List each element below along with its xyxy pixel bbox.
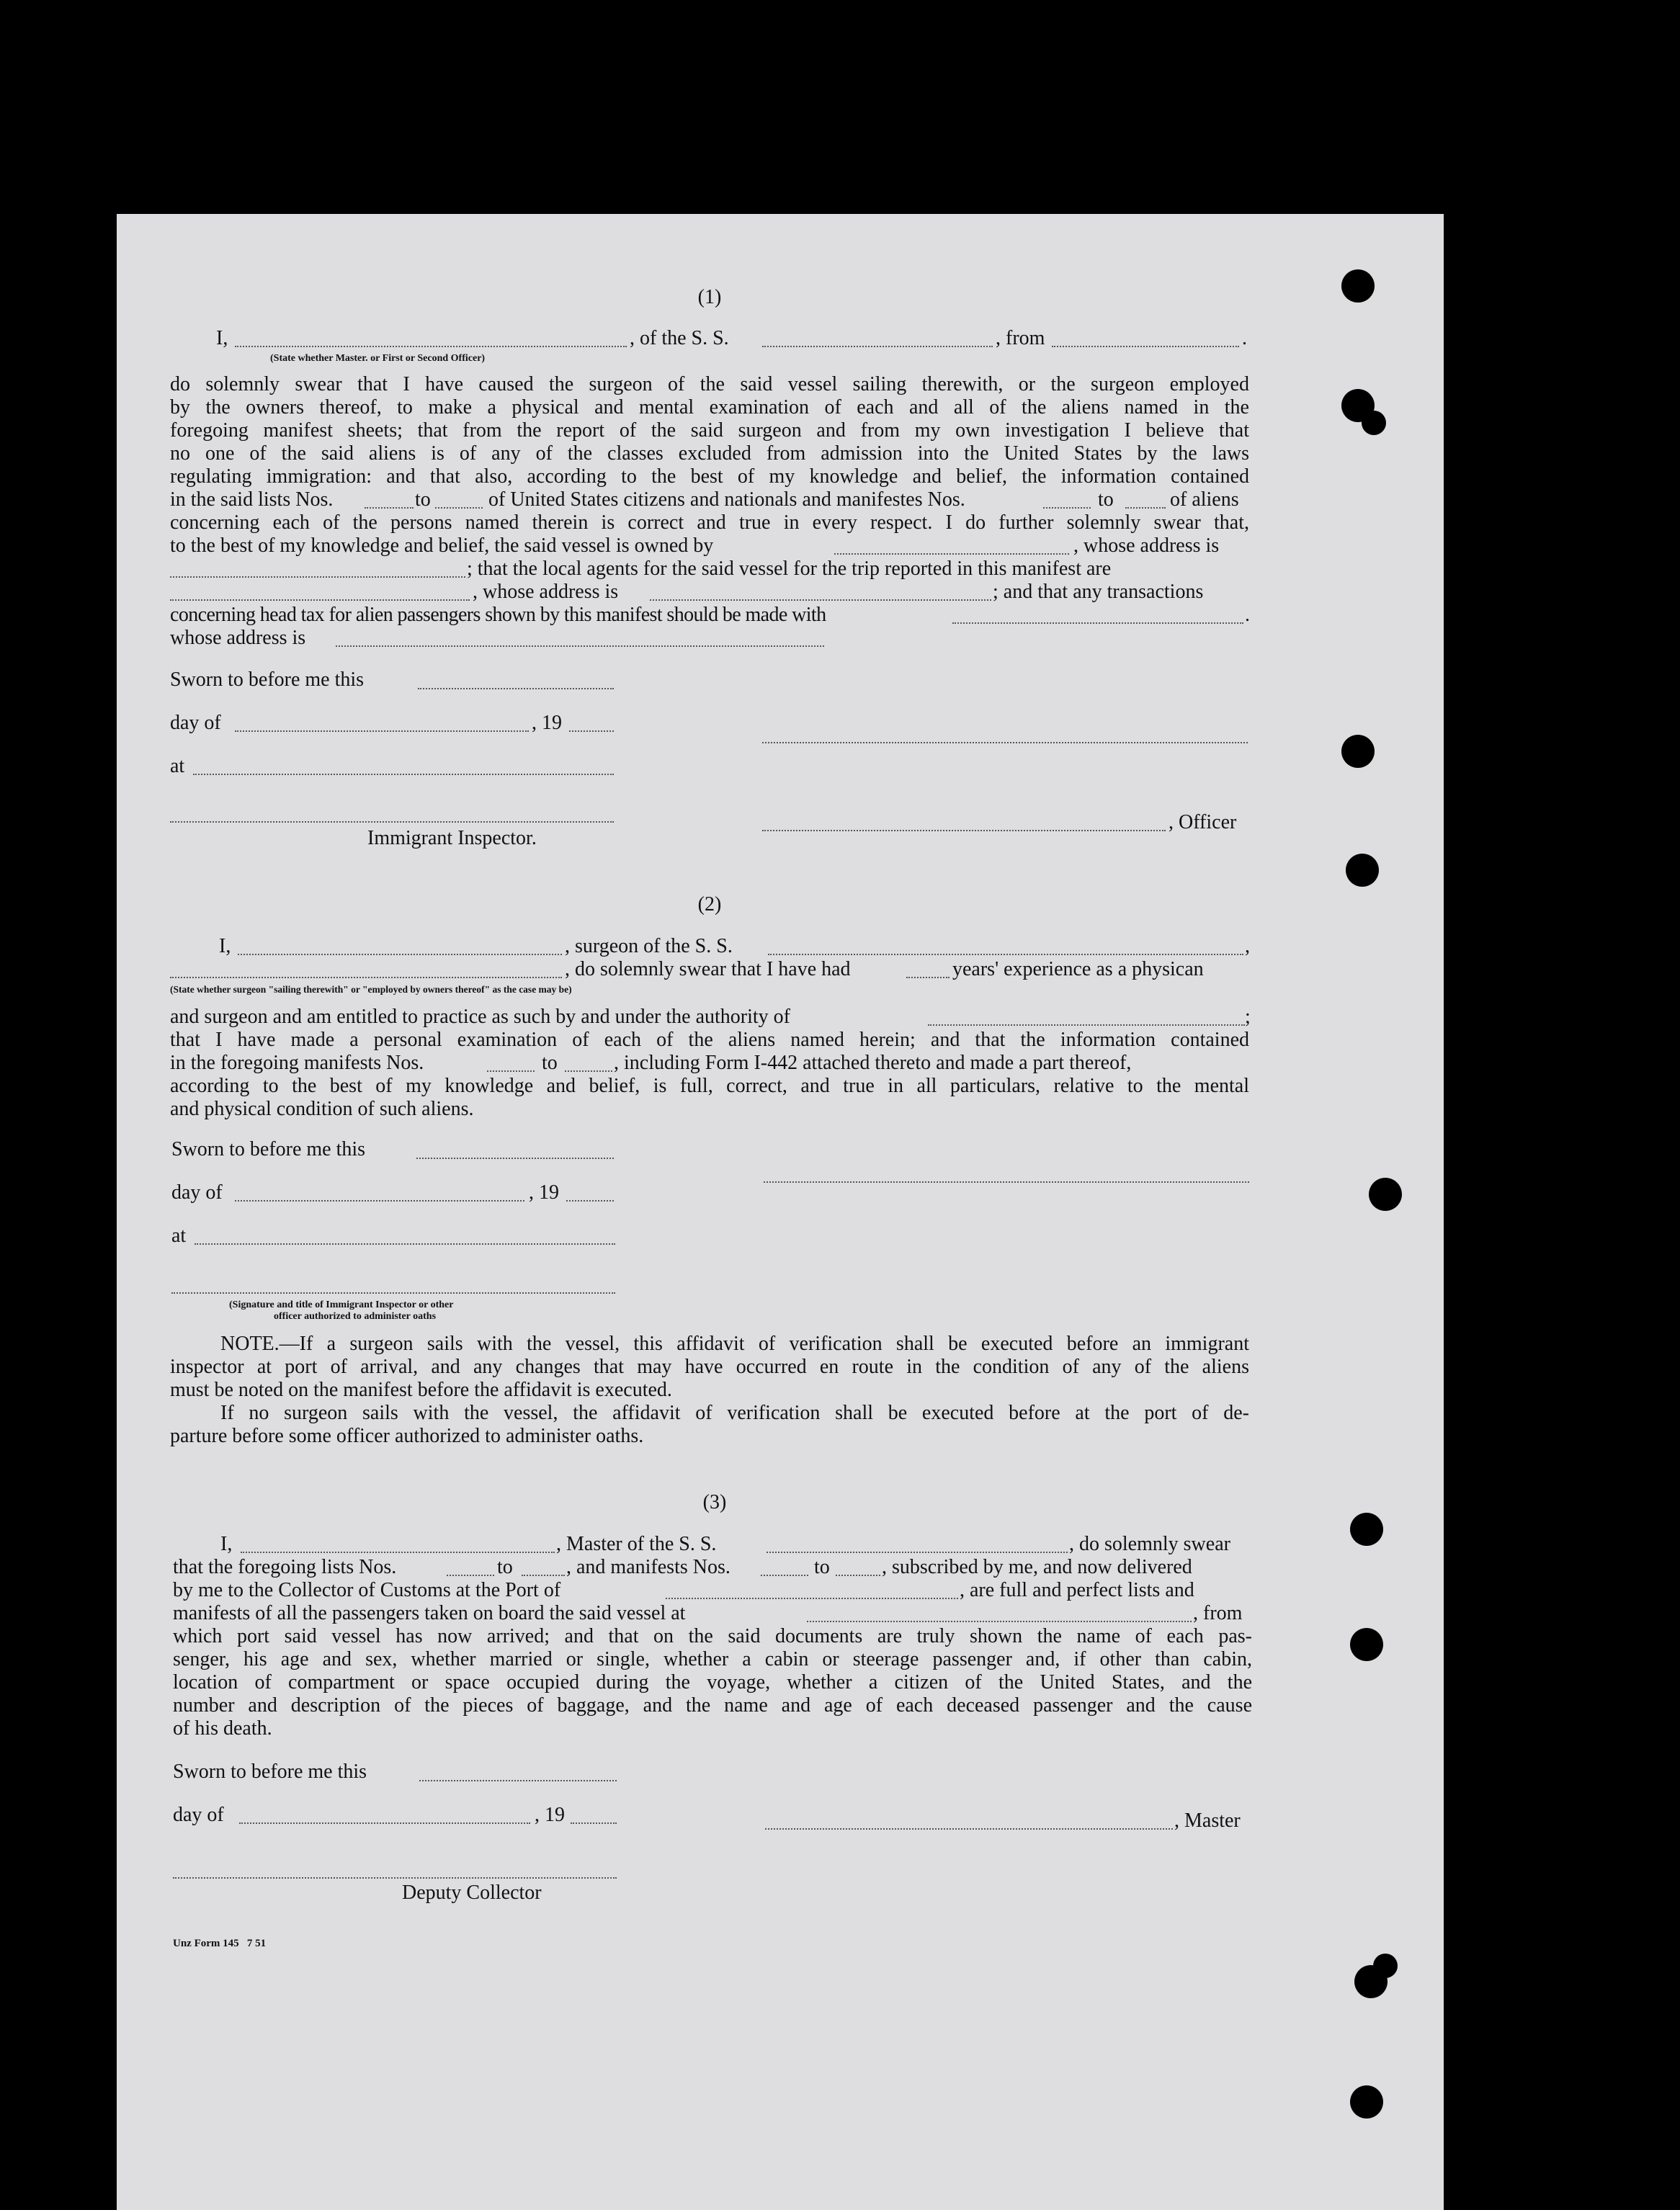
s1-manifests-from-field[interactable]	[1043, 507, 1091, 509]
s3-lists-label: that the foregoing lists Nos.	[173, 1556, 397, 1578]
s3-to-label: to	[814, 1556, 830, 1578]
punch-hole	[1341, 269, 1375, 303]
s2-years-label: years' experience as a physican	[952, 958, 1204, 980]
s2-sig-note: officer authorized to administer oaths	[274, 1311, 437, 1322]
s1-lists-from-field[interactable]	[365, 507, 414, 509]
s1-to-label: to	[1098, 488, 1114, 511]
s1-year-field[interactable]	[569, 730, 614, 732]
s1-address-label: , whose address is	[473, 581, 619, 603]
s3-lists-perfect-label: , are full and perfect lists and	[960, 1579, 1194, 1601]
s2-swear-label: , do solemnly swear that I have had	[565, 958, 851, 980]
s2-year-label: , 19	[529, 1181, 559, 1204]
s3-collector-label: Deputy Collector	[402, 1882, 542, 1904]
s1-sworn-field[interactable]	[418, 688, 614, 689]
s2-form-label: , including Form I-442 attached thereto and made a part thereof,	[614, 1052, 1132, 1074]
s2-authority-field[interactable]	[928, 1024, 1245, 1026]
s1-headtax-field[interactable]	[952, 622, 1243, 624]
s2-comma: ,	[1245, 935, 1250, 957]
punch-hole	[1350, 2085, 1383, 2119]
s2-note: (State whether surgeon "sailing therewith" or "employed by owners thereof" as the case may be)	[170, 984, 572, 995]
s2-at-field[interactable]	[195, 1243, 615, 1245]
s3-body-line: number and description of the pieces of baggage, and the name and age of each deceased passenger and the cause	[173, 1694, 1252, 1717]
s1-lists-to-field[interactable]	[435, 507, 483, 509]
s3-body-line: of his death.	[173, 1717, 272, 1740]
s1-year-label: , 19	[532, 712, 562, 734]
s3-to-label: to	[497, 1556, 513, 1578]
section-3-heading: (3)	[702, 1491, 727, 1513]
punch-hole	[1373, 1954, 1398, 1978]
s1-aliens-label: of aliens	[1170, 488, 1239, 511]
s1-headtax-label: concerning head tax for alien passengers shown by this manifest should be made with	[170, 604, 826, 626]
s2-sworn-field[interactable]	[416, 1158, 614, 1159]
s2-authority-label: and surgeon and am entitled to practice as such by and under the authority of	[170, 1006, 790, 1028]
s3-manifests-to-field[interactable]	[836, 1575, 880, 1576]
s3-master-field[interactable]	[241, 1552, 555, 1553]
s2-signature-line[interactable]	[764, 1181, 1249, 1183]
s2-manifests-label: in the foregoing manifests Nos.	[170, 1052, 424, 1074]
s2-capacity-field[interactable]	[170, 977, 562, 978]
s1-at-field[interactable]	[193, 774, 614, 775]
s2-sworn-label: Sworn to before me this	[171, 1138, 366, 1160]
punch-hole	[1341, 735, 1375, 768]
s2-years-field[interactable]	[906, 977, 950, 978]
s1-owner-field[interactable]	[834, 553, 1069, 555]
form-id: Unz Form 145 7 51	[173, 1938, 267, 1949]
s3-manifests-label: , and manifests Nos.	[566, 1556, 730, 1578]
s1-at-label: at	[170, 755, 185, 777]
s3-vessel-field[interactable]	[767, 1552, 1068, 1553]
s1-headtax-address-field[interactable]	[336, 645, 824, 647]
s1-officer-signature-line[interactable]	[762, 830, 1166, 831]
s3-master-label: , Master	[1174, 1809, 1241, 1832]
s1-from: , from	[996, 327, 1045, 349]
s1-end: .	[1242, 327, 1247, 349]
s1-period: .	[1245, 604, 1250, 626]
s2-day-field[interactable]	[235, 1200, 524, 1202]
s2-vessel-field[interactable]	[768, 954, 1243, 955]
s2-manifests-from-field[interactable]	[487, 1070, 535, 1072]
s1-day-field[interactable]	[235, 730, 529, 732]
s1-body-line: regulating immigration: and that also, according to the best of my knowledge and belief, the information contained	[170, 465, 1249, 488]
s1-of-ss: , of the S. S.	[630, 327, 729, 349]
s3-body-line: location of compartment or space occupied during the voyage, whether a citizen of the United States, and the	[173, 1671, 1252, 1694]
s2-surgeon-of-label: , surgeon of the S. S.	[565, 935, 733, 957]
s1-body-line: by the owners thereof, to make a physical and mental examination of each and all of the aliens named in the	[170, 396, 1249, 419]
s3-lists-from-field[interactable]	[447, 1575, 494, 1576]
s2-note-line: inspector at port of arrival, and any changes that may have occurred en route in the condition of any of the aliens	[170, 1356, 1249, 1378]
s1-transactions-label: ; and that any transactions	[993, 581, 1204, 603]
s1-manifests-to-field[interactable]	[1125, 507, 1166, 509]
s1-i: I,	[216, 327, 228, 349]
s2-surgeon-field[interactable]	[238, 954, 562, 955]
s3-boarded-port-field[interactable]	[807, 1621, 1192, 1622]
s2-at-label: at	[171, 1225, 187, 1247]
s2-note-line: parture before some officer authorized to administer oaths.	[170, 1425, 644, 1447]
s3-year-field[interactable]	[571, 1822, 617, 1824]
s1-from-field[interactable]	[1052, 346, 1239, 347]
s3-day-field[interactable]	[239, 1822, 530, 1824]
s1-body-line: no one of the said aliens is of any of the classes excluded from admission into the United States by the laws	[170, 442, 1249, 465]
s3-master-signature-line[interactable]	[765, 1828, 1173, 1830]
s2-body-line: that I have made a personal examination of each of the aliens named herein; and that the information contained	[170, 1029, 1249, 1051]
s1-agents-label: ; that the local agents for the said vessel for the trip reported in this manifest are	[467, 558, 1112, 580]
s1-to-label: to	[415, 488, 431, 511]
s1-owner-address-field[interactable]	[170, 576, 465, 578]
s3-body-line: senger, his age and sex, whether married or single, whether a cabin or steerage passenger and, if other than cabin,	[173, 1648, 1252, 1670]
s1-day-of-label: day of	[170, 712, 221, 734]
s2-note-line: NOTE.—If a surgeon sails with the vessel, this affidavit of verification shall be executed before an immigrant	[220, 1333, 1249, 1355]
s1-body-line: do solemnly swear that I have caused the surgeon of the said vessel sailing therewith, or the surgeon employed	[170, 373, 1249, 395]
s2-inspector-signature-line[interactable]	[171, 1292, 615, 1294]
punch-hole	[1350, 1513, 1383, 1546]
punch-hole	[1362, 411, 1386, 435]
s2-i: I,	[219, 935, 231, 957]
s3-port-field[interactable]	[666, 1598, 958, 1599]
s1-sworn-label: Sworn to before me this	[170, 668, 365, 691]
s3-boarded-label: manifests of all the passengers taken on board the said vessel at	[173, 1602, 686, 1624]
s3-master-of-label: , Master of the S. S.	[556, 1533, 717, 1555]
s1-officer-label: , Officer	[1169, 811, 1237, 833]
s2-day-of-label: day of	[171, 1181, 223, 1204]
s3-manifests-from-field[interactable]	[761, 1575, 808, 1576]
s1-agents-address-field[interactable]	[650, 599, 991, 601]
s3-i: I,	[220, 1533, 233, 1555]
s1-body-line: concerning each of the persons named therein is correct and true in every respect. I do further solemnly swear that,	[170, 511, 1249, 534]
s3-collector-signature-line[interactable]	[173, 1877, 617, 1879]
s3-swear-label: , do solemnly swear	[1069, 1533, 1230, 1555]
s1-lists-label: in the said lists Nos.	[170, 488, 334, 511]
s2-note-line: If no surgeon sails with the vessel, the affidavit of verification shall be executed before at the port of de-	[220, 1402, 1249, 1424]
s3-day-of-label: day of	[173, 1804, 224, 1826]
s1-officer-field[interactable]	[235, 346, 627, 347]
s3-year-label: , 19	[535, 1804, 565, 1826]
section-1-heading: (1)	[697, 286, 722, 308]
s2-body-line: according to the best of my knowledge and belief, is full, correct, and true in all particulars, relative to the mental	[170, 1075, 1249, 1097]
s1-note: (State whether Master. or First or Second Officer)	[270, 353, 486, 364]
s3-body-line: which port said vessel has now arrived; and that on the said documents are truly shown the name of each pas-	[173, 1625, 1252, 1647]
s1-vessel-field[interactable]	[762, 346, 993, 347]
punch-hole	[1369, 1178, 1402, 1211]
s1-inspector-label: Immigrant Inspector.	[367, 827, 537, 849]
s2-body-line: and physical condition of such aliens.	[170, 1098, 474, 1120]
s1-whose-address-label: whose address is	[170, 627, 306, 649]
s1-signature-line[interactable]	[762, 742, 1248, 743]
s1-inspector-signature-line[interactable]	[170, 821, 614, 823]
section-2-heading: (2)	[697, 893, 722, 916]
punch-hole	[1350, 1628, 1383, 1661]
s3-sworn-label: Sworn to before me this	[173, 1761, 367, 1783]
s3-sworn-field[interactable]	[419, 1780, 617, 1781]
s3-from-label: , from	[1193, 1602, 1243, 1624]
s2-note-line: must be noted on the manifest before the affidavit is executed.	[170, 1379, 672, 1401]
s2-to-label: to	[542, 1052, 558, 1074]
s2-semicolon: ;	[1245, 1006, 1251, 1028]
s1-owned-label: to the best of my knowledge and belief, the said vessel is owned by	[170, 534, 714, 557]
s3-port-label: by me to the Collector of Customs at the Port of	[173, 1579, 561, 1601]
s3-subscribed-label: , subscribed by me, and now delivered	[882, 1556, 1192, 1578]
s1-agents-field[interactable]	[170, 599, 470, 601]
s1-body-line: foregoing manifest sheets; that from the report of the said surgeon and from my own investigation I believe that	[170, 419, 1249, 442]
s1-address-label: , whose address is	[1073, 534, 1220, 557]
punch-hole	[1346, 854, 1379, 887]
s2-sig-note: (Signature and title of Immigrant Inspector or other	[229, 1299, 454, 1310]
s2-manifests-to-field[interactable]	[565, 1070, 612, 1072]
s2-year-field[interactable]	[566, 1200, 614, 1202]
s3-lists-to-field[interactable]	[522, 1575, 565, 1576]
s1-manifests-label: of United States citizens and nationals and manifestes Nos.	[488, 488, 965, 511]
